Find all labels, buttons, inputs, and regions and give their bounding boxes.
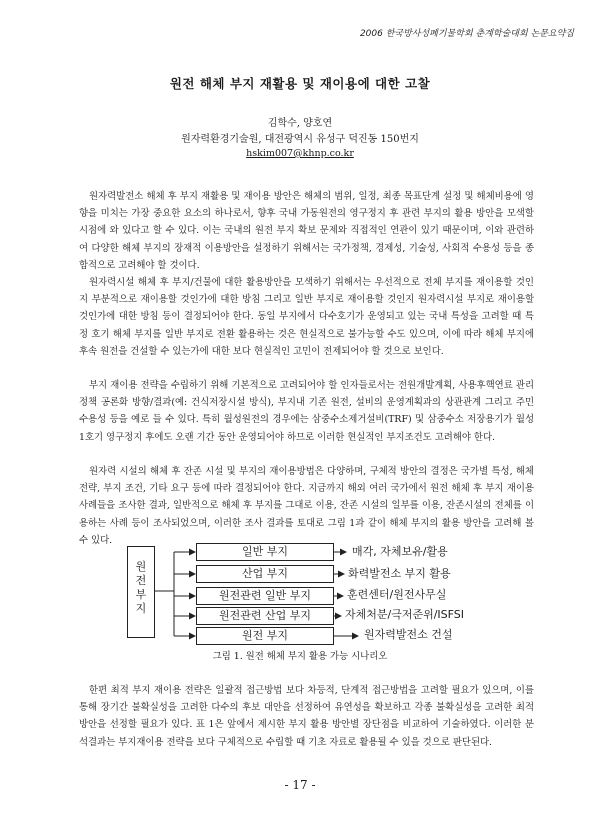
body-paragraph-2: 원자력시설 해체 후 부지/건물에 대한 활용방안을 모색하기 위해서는 우선적으로 전체 부지를 재이용할 것인지 부분적으로 재이용할 것인가에 대한 방침 그리고 일반 부지로 재이용할 것인지 원자력시설 부지로 재이용할 것인가에 대한 방침 등이 결정되어야 한다. 동일 부지에서 다수호기가 운영되고 있는 국내 특성을 고려할 때 특정 호기 해체 부지를 일반 부지로 전환 활용하는 것은 현실적으로 불가능할 수도 있으며, 이에 따라 해체 부지에 후속 원전을 건설할 수 있는가에 대한 보다 현실적인 고민이 전제되어야 할 것으로 보인다. — [79, 277, 534, 357]
figure-caption: 그림 1. 원전 해체 부지 활용 가능 시나리오 — [212, 651, 388, 662]
page-number: - 17 - — [284, 778, 316, 792]
figure-node-box: 원전 부지 — [196, 627, 334, 645]
figure-result-label: 훈련센터/원전사무실 — [347, 588, 447, 601]
running-header: 2006 한국방사성폐기물학회 춘계학술대회 논문요약집 — [359, 29, 574, 39]
figure-result-label: 자체처분/극저준위/ISFSI — [345, 608, 465, 621]
body-paragraph-1: 원자력발전소 해체 후 부지 재활용 및 재이용 방안은 해체의 범위, 일정, 최종 목표단계 설정 및 해체비용에 영향을 미치는 가장 중요한 요소의 하나로서, 향후 국내 가동원전의 영구정지 후 관련 부지의 활용 방안을 모색할 시점에 와 있다고 할 수 있다. 이는 국내의 원전 부지 확보 문제와 직접적인 연관이 있기 때문이며, 이와 관련하여 다양한 해체 부지의 장재적 이용방안을 설정하기 위해서는 국가정책, 경제성, 기술성, 사회적 수용성 등을 종합적으로 고려해야 할 것이다. — [79, 191, 534, 271]
body-paragraph-3: 부지 재이용 전략을 수립하기 위해 기본적으로 고려되어야 할 인자들로서는 전원개발계획, 사용후핵연료 관리정책 공론화 방향/결과(예: 건식저장시설 방식), 부지내 기존 원전, 설비의 운영계획과의 상관관계 그리고 주민 수용성 등을 예로 들 수 있다. 특히 월성원전의 경우에는 삼중수소제거설비(TRF) 및 삼중수소 저장용기가 월성1호기 영구정지 후에도 오랜 기간 동안 운영되어야 하므로 이러한 현실적인 부지조건도 고려해야 한다. — [79, 380, 534, 443]
paper-affiliation: 원자력환경기술원, 대전광역시 유성구 덕진동 150번지 — [181, 134, 419, 145]
figure-node-box: 원전관련 산업 부지 — [196, 607, 334, 625]
paper-authors: 김학수, 양호연 — [267, 118, 333, 129]
figure-node-box: 일반 부지 — [196, 543, 334, 561]
figure-result-label: 화력발전소 부지 활용 — [348, 567, 451, 580]
figure-result-label: 매각, 자체보유/활용 — [352, 545, 448, 558]
figure-node-box: 원전관련 일반 부지 — [196, 587, 334, 605]
figure-root-label: 원 전 부 지 — [135, 560, 147, 615]
figure-result-label: 원자력발전소 건설 — [364, 628, 453, 641]
body-paragraph-4: 원자력 시설의 해체 후 잔존 시설 및 부지의 재이용방법은 다양하며, 구체적 방안의 결정은 국가별 특성, 해체 전략, 부지 조건, 기타 요구 등에 따라 결정되어야 한다. 지금까지 해외 여러 국가에서 원전 해체 후 부지 재이용 사례들을 조사한 결과, 일반적으로 해체 후 부지를 그대로 이용, 잔존 시설의 일부를 이용, 잔존시설의 전체를 이용하는 사례 등이 조사되었으며, 이러한 조사 결과를 토대로 그림 1과 같이 해체 부지의 활용 방안을 고려해 볼 수 있다. — [79, 466, 534, 546]
body-paragraph-5: 한편 최적 부지 재이용 전략은 일괄적 접근방법 보다 차등적, 단계적 접근방법을 고려할 필요가 있으며, 이를 통해 장기간 불확실성을 고려한 다수의 후보 대안을 선정하여 유연성을 확보하고 각종 불확실성을 고려한 최적 방안을 선정할 필요가 있다. 표 1은 앞에서 제시한 부지 활용 방안별 장단점을 비교하여 기술하였다. 이러한 분석결과는 부지재이용 전략을 보다 구체적으로 수립할 때 기초 자료로 활용될 수 있을 것으로 판단된다. — [79, 685, 534, 748]
author-email-link[interactable]: hskim007@khnp.co.kr — [246, 148, 354, 159]
figure-node-box: 산업 부지 — [196, 565, 334, 583]
paper-title: 원전 해체 부지 재활용 및 재이용에 대한 고찰 — [169, 76, 431, 91]
